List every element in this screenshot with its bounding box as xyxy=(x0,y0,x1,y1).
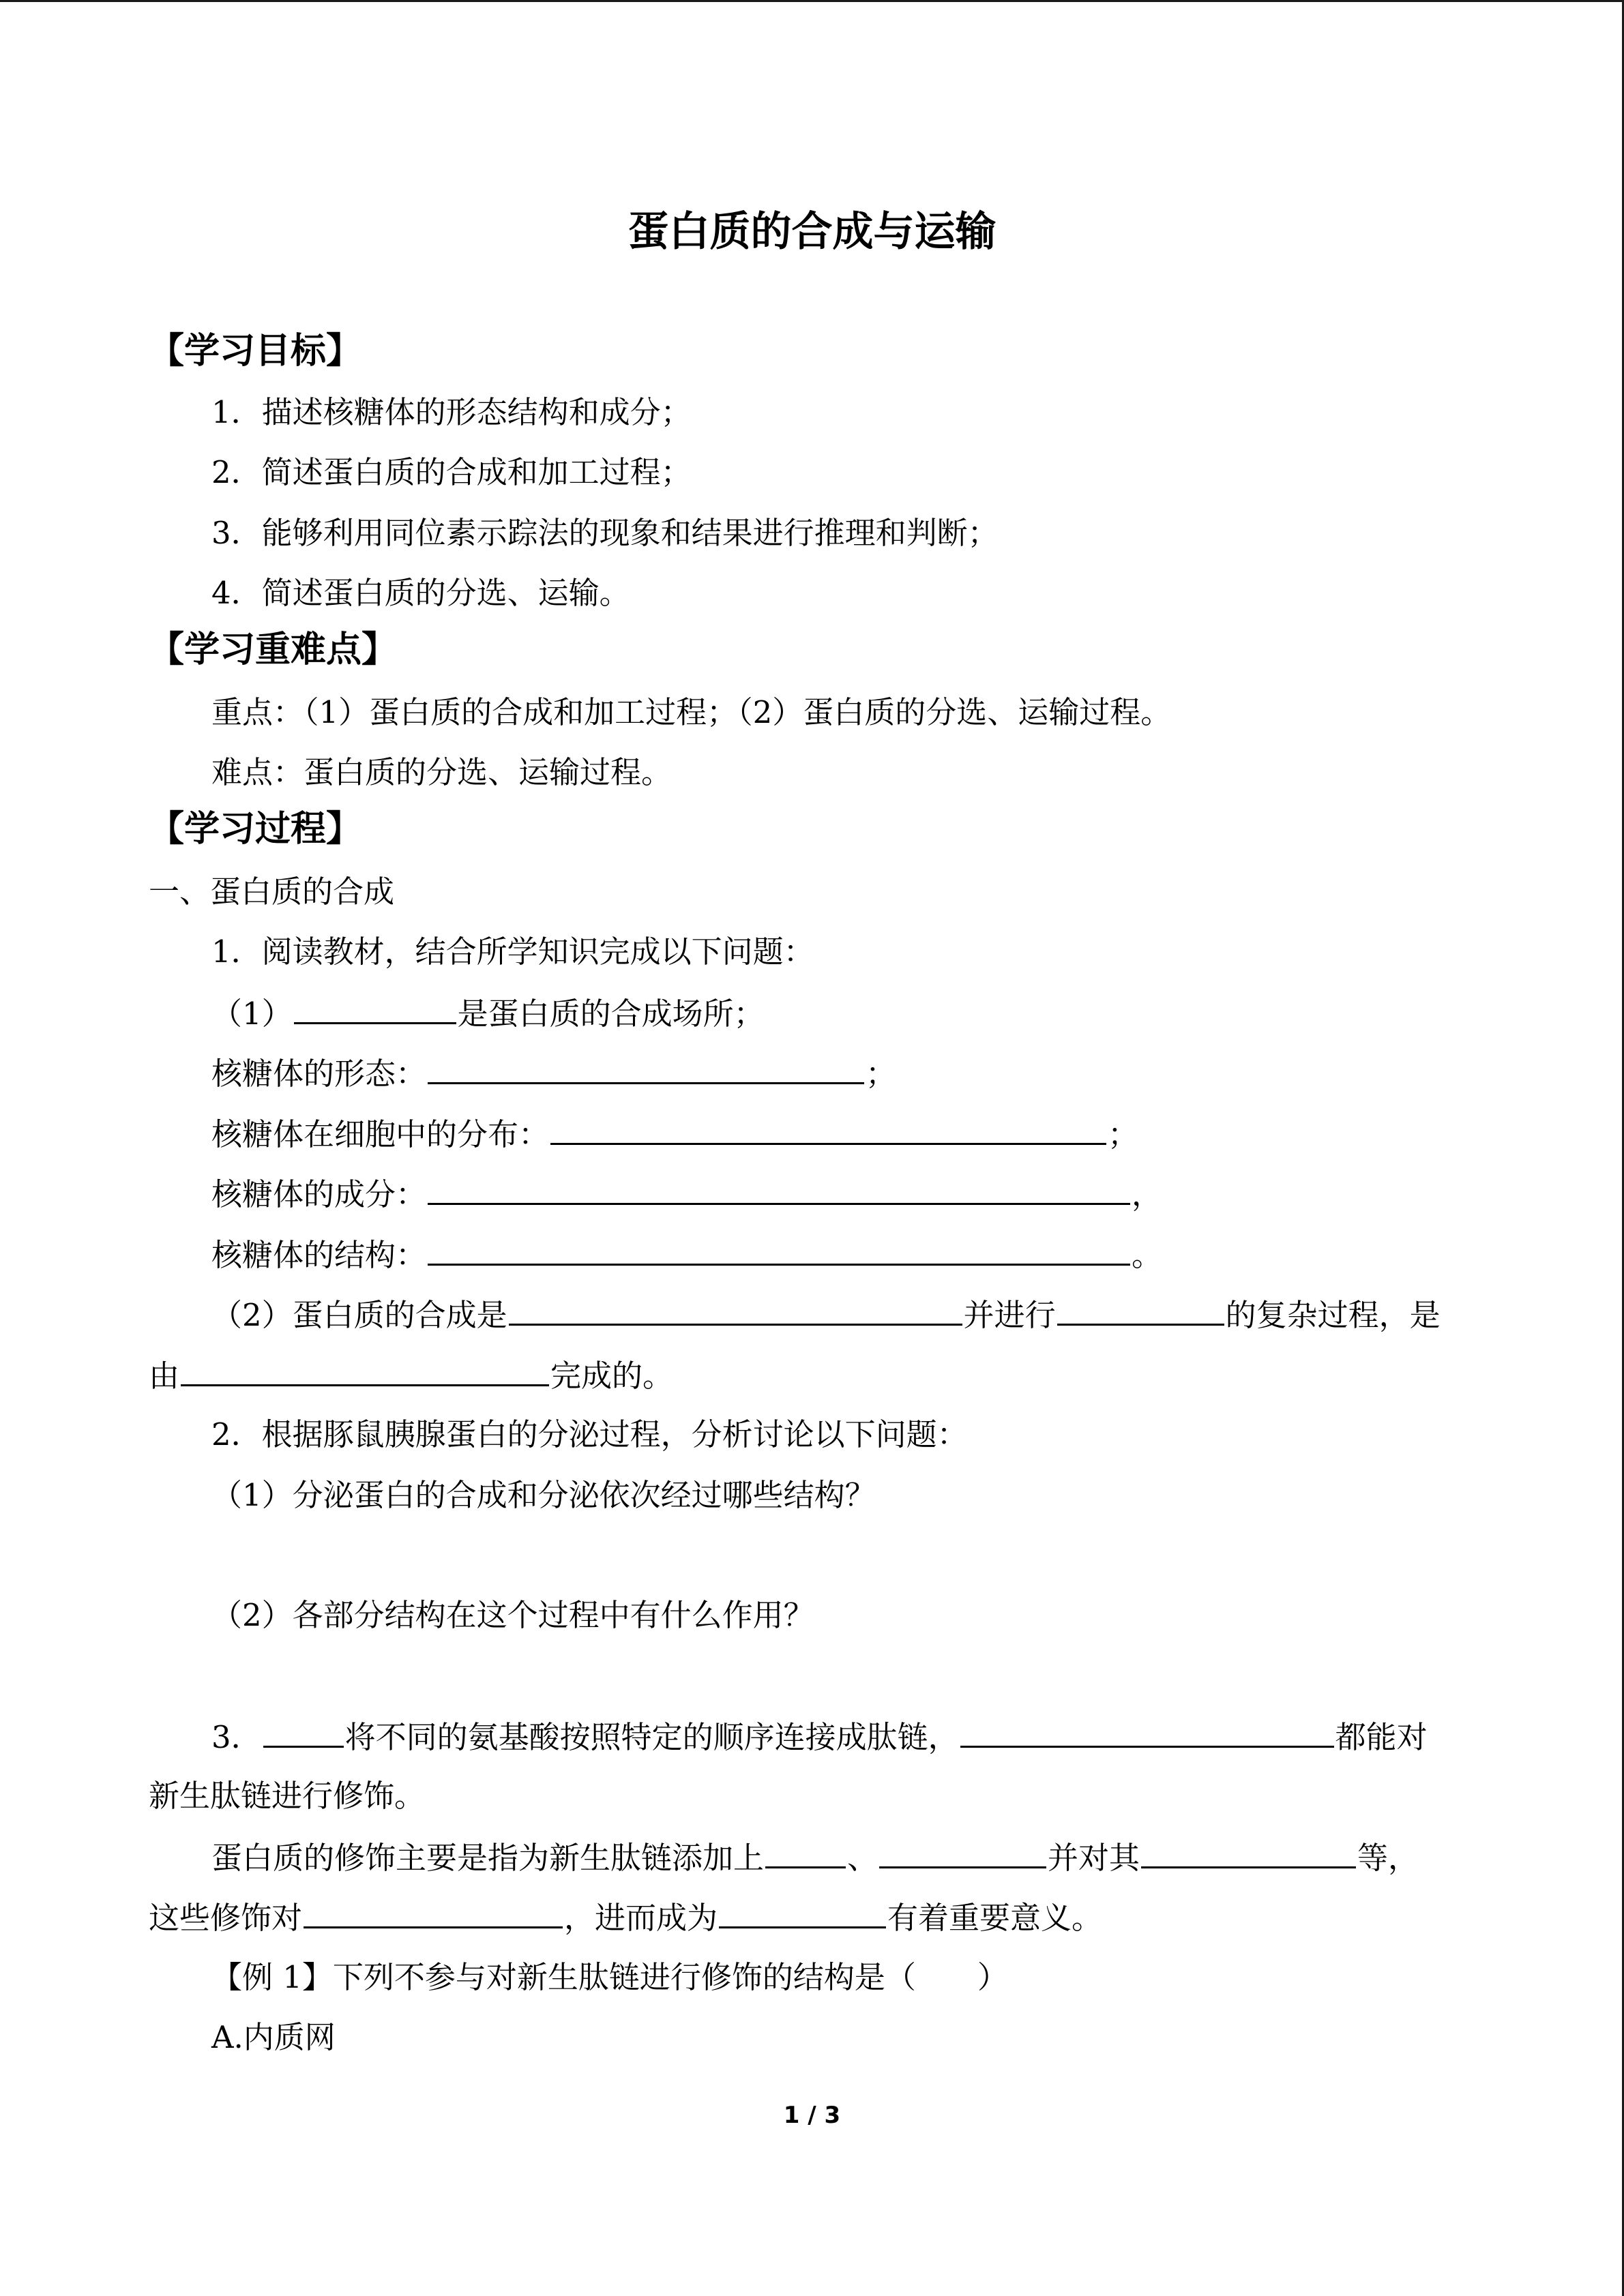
question-1-1-suffix: 是蛋白质的合成场所； xyxy=(457,996,765,1032)
keypoint-difficulty: 难点：蛋白质的分选、运输过程。 xyxy=(211,754,673,790)
modification-line-2 xyxy=(149,1896,1102,1937)
ribosome-composition-end: ， xyxy=(1132,1176,1163,1212)
ribosome-shape-label: 核糖体的形态： xyxy=(211,1056,427,1092)
ribosome-composition-label: 核糖体的成分： xyxy=(211,1176,427,1212)
ribosome-structure-end: 。 xyxy=(1132,1237,1163,1273)
page-title: 蛋白质的合成与运输 xyxy=(628,208,996,256)
question-1-1 xyxy=(211,992,765,1033)
blank-modifying-structures[interactable] xyxy=(960,1716,1334,1748)
ribosome-structure-line xyxy=(211,1234,1162,1274)
blank-completed-by[interactable] xyxy=(181,1354,549,1386)
modification-part-g: 有着重要意义。 xyxy=(887,1900,1103,1936)
ribosome-shape-end: ； xyxy=(866,1056,897,1092)
modification-part-c: 并对其 xyxy=(1048,1840,1140,1876)
question-3-line-2: 新生肽链进行修饰。 xyxy=(149,1778,426,1814)
question-2-intro: 2．根据豚鼠胰腺蛋白的分泌过程，分析讨论以下问题： xyxy=(211,1416,968,1452)
blank-modification-effect[interactable] xyxy=(304,1896,563,1928)
question-1-2-line-2 xyxy=(149,1354,673,1395)
modification-line-1 xyxy=(211,1836,1419,1877)
blank-ribosome-distribution[interactable] xyxy=(550,1113,1106,1145)
modification-part-d: 等， xyxy=(1357,1840,1419,1876)
page-number: 1 / 3 xyxy=(783,2102,841,2129)
goal-item-4: 4．简述蛋白质的分选、运输。 xyxy=(211,575,630,611)
blank-ribosome-shape[interactable] xyxy=(428,1052,864,1084)
modification-part-a: 蛋白质的修饰主要是指为新生肽链添加上 xyxy=(211,1840,765,1876)
question-1-2-part-b: 并进行 xyxy=(963,1297,1056,1333)
blank-synthesis-step[interactable] xyxy=(1057,1294,1224,1326)
blank-peptide-linker[interactable] xyxy=(263,1716,344,1748)
question-1-2-part-a: （2）蛋白质的合成是 xyxy=(211,1297,507,1333)
ribosome-structure-label: 核糖体的结构： xyxy=(211,1237,427,1273)
question-1-2-part-e: 完成的。 xyxy=(550,1358,674,1394)
ribosome-distribution-line xyxy=(211,1113,1138,1154)
example-1-question: 【例 1】下列不参与对新生肽链进行修饰的结构是（ ） xyxy=(211,1959,1008,1995)
question-1-2-part-c: 的复杂过程，是 xyxy=(1225,1297,1441,1333)
ribosome-distribution-label: 核糖体在细胞中的分布： xyxy=(211,1116,550,1152)
question-3-line-1 xyxy=(211,1716,1428,1757)
question-1-1-prefix: （1） xyxy=(211,996,293,1032)
ribosome-shape-line xyxy=(211,1052,896,1093)
goal-item-2: 2．简述蛋白质的合成和加工过程； xyxy=(211,454,692,490)
goal-item-1: 1．描述核糖体的形态结构和成分； xyxy=(211,394,692,430)
question-3-number: 3． xyxy=(211,1719,262,1755)
question-2-1: （1）分泌蛋白的合成和分泌依次经过哪些结构？ xyxy=(211,1477,876,1513)
ribosome-distribution-end: ； xyxy=(1108,1116,1139,1152)
modification-part-e: 这些修饰对 xyxy=(149,1900,303,1936)
ribosome-composition-line xyxy=(211,1173,1162,1214)
question-3-part-c: 都能对 xyxy=(1335,1719,1428,1755)
blank-modification-1[interactable] xyxy=(765,1836,846,1868)
section-heading-goals: 【学习目标】 xyxy=(149,331,362,372)
question-1-intro: 1．阅读教材，结合所学知识完成以下问题： xyxy=(211,934,814,970)
top-border xyxy=(0,0,1624,2)
example-1-option-a: A.内质网 xyxy=(211,2019,336,2055)
blank-synthesis-site[interactable] xyxy=(294,992,456,1024)
question-1-2-line-1 xyxy=(211,1294,1441,1335)
blank-modification-3[interactable] xyxy=(1141,1836,1356,1868)
section-heading-keypoints: 【学习重难点】 xyxy=(149,629,398,670)
keypoint-focus: 重点：（1）蛋白质的合成和加工过程；（2）蛋白质的分选、运输过程。 xyxy=(211,694,1172,730)
blank-becomes[interactable] xyxy=(719,1896,886,1928)
blank-ribosome-structure[interactable] xyxy=(428,1234,1130,1266)
question-1-2-part-d: 由 xyxy=(149,1358,180,1394)
question-3-part-b: 将不同的氨基酸按照特定的顺序连接成肽链， xyxy=(344,1719,959,1755)
question-2-2: （2）各部分结构在这个过程中有什么作用？ xyxy=(211,1597,814,1633)
blank-ribosome-composition[interactable] xyxy=(428,1173,1130,1205)
blank-synthesis-process[interactable] xyxy=(509,1294,962,1326)
part1-heading: 一、蛋白质的合成 xyxy=(149,874,395,910)
section-heading-process: 【学习过程】 xyxy=(149,809,362,850)
blank-modification-2[interactable] xyxy=(879,1836,1046,1868)
modification-part-f: ，进而成为 xyxy=(564,1900,718,1936)
goal-item-3: 3．能够利用同位素示踪法的现象和结果进行推理和判断； xyxy=(211,515,999,551)
modification-part-b: 、 xyxy=(847,1840,879,1876)
